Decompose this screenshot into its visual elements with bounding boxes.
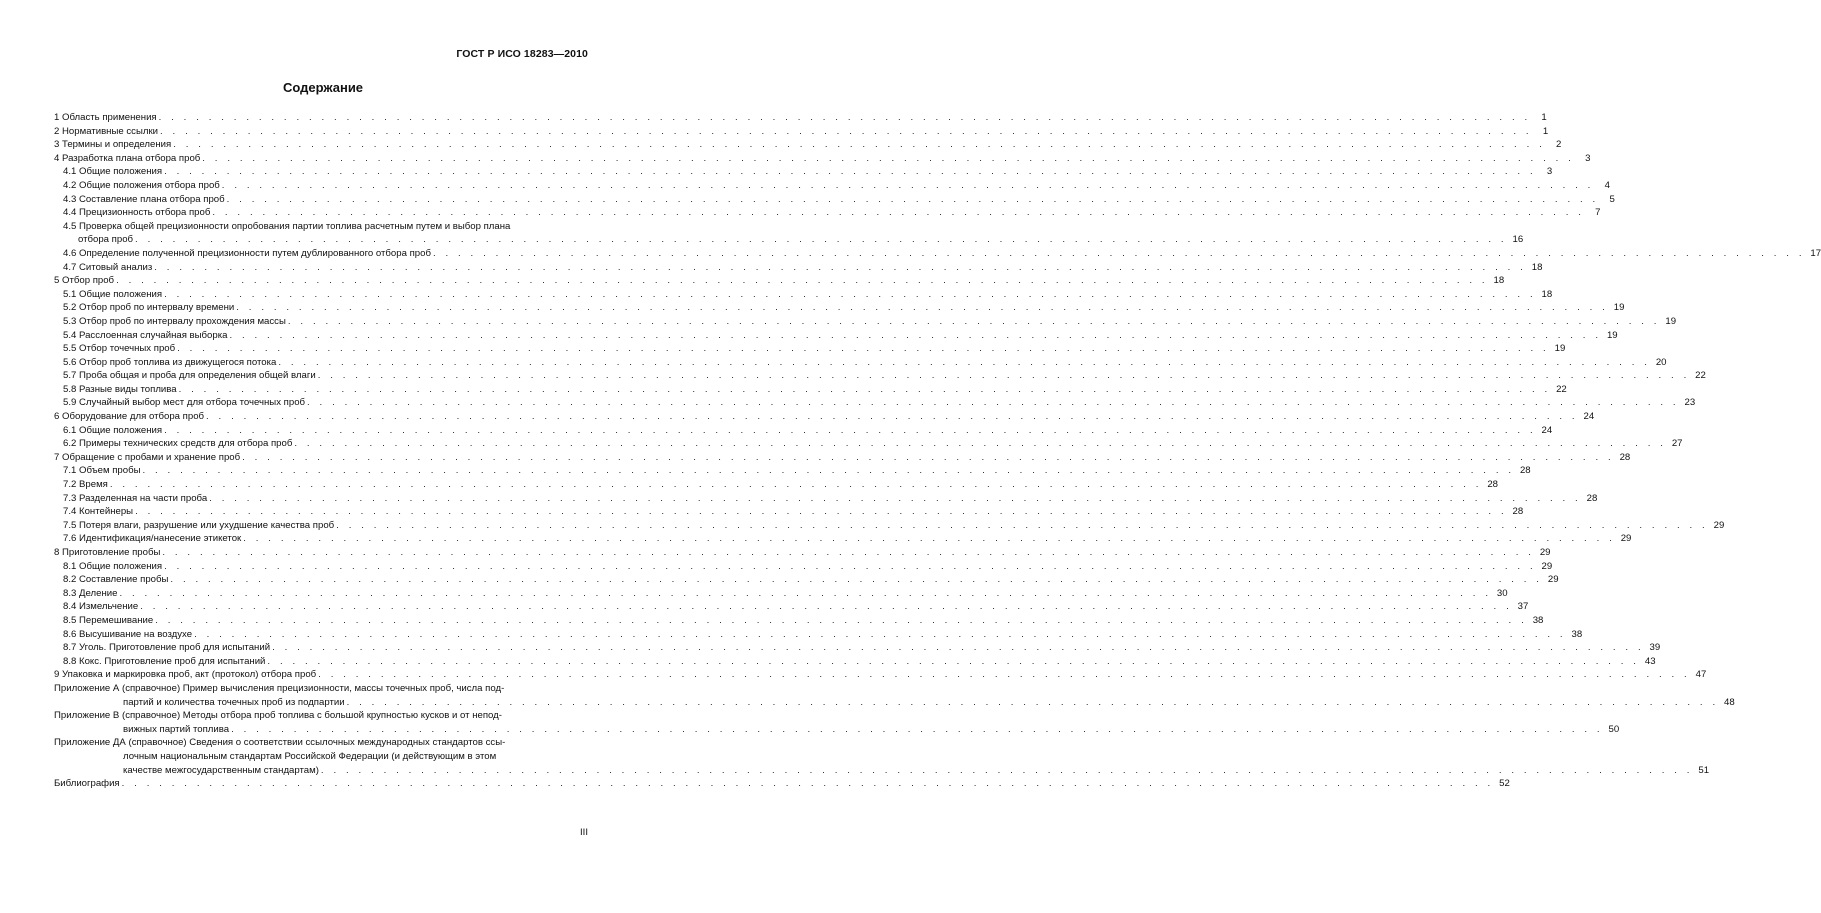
toc-entry[interactable] — [54, 614, 1544, 628]
toc-leader-dots: . . . . . . . . . . . . . . . . . . . . . . . . . . . . . . . . . . . . . . . . . . . . . . . . . . . . . . . . . . . . . . . . . . . . . . . . . . . . . . . . . . . . . . . . . . . . . . . . . . . . . . . . . . . . . . — [272, 642, 1645, 654]
toc-entry-page: 37 — [1517, 601, 1529, 613]
toc-entry[interactable] — [54, 750, 588, 764]
toc-entry-label: 8.6 Высушивание на воздухе — [63, 628, 193, 640]
toc-entry-page: 50 — [1608, 723, 1620, 735]
toc-entry-page: 28 — [1586, 492, 1598, 504]
toc-leader-dots: . . . . . . . . . . . . . . . . . . . . . . . . . . . . . . . . . . . . . . . . . . . . . . . . . . . . . . . . . . . . . . . . . . . . . . . . . . . . . . . . . . . . . . . . . . . . . . . . . . . . . . . . . . . . . . — [164, 560, 1537, 572]
toc-entry-page: 28 — [1512, 506, 1524, 518]
toc-entry-page: 39 — [1649, 642, 1661, 654]
toc-leader-dots: . . . . . . . . . . . . . . . . . . . . . . . . . . . . . . . . . . . . . . . . . . . . . . . . . . . . . . . . . . . . . . . . . . . . . . . . . . . . . . . . . . . . . . . . . . . . . . . . . . . . . . . . . . . . . . — [278, 356, 1651, 368]
toc-entry[interactable] — [54, 764, 1710, 778]
toc-entry-label: 5.2 Отбор проб по интервалу времени — [63, 302, 235, 314]
toc-entry-label: 5.4 Расслоенная случайная выборка — [63, 329, 228, 341]
toc-entry[interactable] — [54, 519, 1725, 533]
page-title: Содержание — [282, 80, 364, 95]
toc-leader-dots: . . . . . . . . . . . . . . . . . . . . . . . . . . . . . . . . . . . . . . . . . . . . . . . . . . . . . . . . . . . . . . . . . . . . . . . . . . . . . . . . . . . . . . . . . . . . . . . . . . . . . . . . . . . . . . — [154, 261, 1527, 273]
toc-leader-dots: . . . . . . . . . . . . . . . . . . . . . . . . . . . . . . . . . . . . . . . . . . . . . . . . . . . . . . . . . . . . . . . . . . . . . . . . . . . . . . . . . . . . . . . . . . . . . . . . . . . . . . . . . . . . . . — [170, 574, 1543, 586]
toc-entry-label: 5.8 Разные виды топлива — [63, 383, 177, 395]
toc-leader-dots: . . . . . . . . . . . . . . . . . . . . . . . . . . . . . . . . . . . . . . . . . . . . . . . . . . . . . . . . . . . . . . . . . . . . . . . . . . . . . . . . . . . . . . . . . . . . . . . . . . . . . . . . . . . . . . — [142, 465, 1515, 477]
toc-entry[interactable] — [54, 233, 1524, 247]
toc-entry[interactable] — [54, 587, 1508, 601]
toc-entry-page: 28 — [1619, 451, 1631, 463]
toc-entry[interactable] — [54, 396, 1696, 410]
toc-leader-dots: . . . . . . . . . . . . . . . . . . . . . . . . . . . . . . . . . . . . . . . . . . . . . . . . . . . . . . . . . . . . . . . . . . . . . . . . . . . . . . . . . . . . . . . . . . . . . . . . . . . . . . . . . . . . . . — [155, 614, 1528, 626]
toc-leader-dots: . . . . . . . . . . . . . . . . . . . . . . . . . . . . . . . . . . . . . . . . . . . . . . . . . . . . . . . . . . . . . . . . . . . . . . . . . . . . . . . . . . . . . . . . . . . . . . . . . . . . . . . . . . . . . . — [212, 207, 1585, 219]
toc-entry-label: 4.2 Общие положения отбора проб — [63, 179, 220, 191]
toc-entry[interactable] — [54, 709, 588, 723]
toc-entry-label: 8.1 Общие положения — [63, 560, 163, 572]
toc-entry-label: 7.6 Идентификация/нанесение этикеток — [63, 533, 242, 545]
toc-leader-dots: . . . . . . . . . . . . . . . . . . . . . . . . . . . . . . . . . . . . . . . . . . . . . . . . . . . . . . . . . . . . . . . . . . . . . . . . . . . . . . . . . . . . . . . . . . . . . . . . . . . . . . . . . . . . . . — [135, 506, 1508, 518]
toc-entry[interactable] — [54, 206, 1601, 220]
toc-entry-page: 24 — [1583, 411, 1595, 423]
toc-entry-label: 6.1 Общие положения — [63, 424, 163, 436]
toc-leader-dots: . . . . . . . . . . . . . . . . . . . . . . . . . . . . . . . . . . . . . . . . . . . . . . . . . . . . . . . . . . . . . . . . . . . . . . . . . . . . . . . . . . . . . . . . . . . . . . . . . . . . . . . . . . . . . . — [229, 329, 1602, 341]
toc-entry-label: 4.3 Составление плана отбора проб — [63, 193, 225, 205]
toc-entry-label: 4.4 Прецизионность отбора проб — [63, 207, 211, 219]
toc-entry-label: 8.4 Измельчение — [63, 601, 139, 613]
toc-leader-dots: . . . . . . . . . . . . . . . . . . . . . . . . . . . . . . . . . . . . . . . . . . . . . . . . . . . . . . . . . . . . . . . . . . . . . . . . . . . . . . . . . . . . . . . . . . . . . . . . . . . . . . . . . . . . . . — [119, 587, 1492, 599]
toc-entry-label: 7 Обращение с пробами и хранение проб — [54, 451, 241, 463]
toc-entry-label: Библиография — [54, 778, 120, 790]
toc-entry-page: 4 — [1604, 179, 1610, 191]
toc-entry-page: 28 — [1487, 479, 1499, 491]
toc-entry-page: 19 — [1665, 315, 1677, 327]
toc-entry-page: 19 — [1606, 329, 1618, 341]
toc-entry-label: Приложение ДА (справочное) Сведения о соответствии ссылочных международных стандартов ссы- — [54, 737, 506, 749]
toc-entry-page: 19 — [1613, 302, 1625, 314]
toc-entry-label: 1 Область применения — [54, 112, 157, 123]
toc-entry[interactable] — [54, 288, 1553, 302]
toc-leader-dots: . . . . . . . . . . . . . . . . . . . . . . . . . . . . . . . . . . . . . . . . . . . . . . . . . . . . . . . . . . . . . . . . . . . . . . . . . . . . . . . . . . . . . . . . . . . . . . . . . . . . . . . . . . . . . . — [267, 655, 1640, 667]
toc-entry-label: 5.5 Отбор точечных проб — [63, 343, 176, 355]
toc-entry[interactable] — [54, 437, 1683, 451]
toc-entry-label: качестве межгосударственным стандартам) — [123, 764, 319, 776]
toc-entry[interactable] — [54, 383, 1567, 397]
toc-entry[interactable] — [54, 410, 1595, 424]
toc-entry[interactable] — [54, 152, 1591, 166]
toc-entry-label: 5.7 Проба общая и проба для определения общей влаги — [63, 370, 316, 382]
toc-entry-page: 1 — [1542, 125, 1549, 137]
toc-entry[interactable] — [54, 179, 1610, 193]
toc-entry-label: лочным национальным стандартам Российской Федерации (и действующим в этом — [123, 750, 497, 762]
toc-leader-dots: . . . . . . . . . . . . . . . . . . . . . . . . . . . . . . . . . . . . . . . . . . . . . . . . . . . . . . . . . . . . . . . . . . . . . . . . . . . . . . . . . . . . . . . . . . . . . . . . . . . . . . . . . . . . . . — [317, 370, 1690, 382]
toc-entry-page: 18 — [1541, 288, 1553, 300]
toc-leader-dots: . . . . . . . . . . . . . . . . . . . . . . . . . . . . . . . . . . . . . . . . . . . . . . . . . . . . . . . . . . . . . . . . . . . . . . . . . . . . . . . . . . . . . . . . . . . . . . . . . . . . . . . . . . . . . . — [116, 275, 1489, 287]
toc-entry-label: 8 Приготовление пробы — [54, 547, 161, 558]
toc-entry-page: 1 — [1541, 112, 1547, 123]
toc-entry-label: 2 Нормативные ссылки — [54, 125, 159, 137]
toc-entry-page: 52 — [1499, 778, 1510, 790]
page-number: III — [580, 827, 588, 838]
toc-leader-dots: . . . . . . . . . . . . . . . . . . . . . . . . . . . . . . . . . . . . . . . . . . . . . . . . . . . . . . . . . . . . . . . . . . . . . . . . . . . . . . . . . . . . . . . . . . . . . . . . . . . . . . . . . . . . . . — [287, 315, 1661, 327]
toc-entry-label: вижных партий топлива — [123, 723, 230, 735]
toc-entry[interactable] — [54, 668, 1707, 682]
toc-leader-dots: . . . . . . . . . . . . . . . . . . . . . . . . . . . . . . . . . . . . . . . . . . . . . . . . . . . . . . . . . . . . . . . . . . . . . . . . . . . . . . . . . . . . . . . . . . . . . . . . . . . . . . . . . . . . . . — [177, 343, 1550, 355]
table-of-contents — [54, 111, 1821, 791]
toc-entry-label: 8.2 Составление пробы — [63, 574, 169, 586]
toc-entry-label: 8.5 Перемешивание — [63, 614, 154, 626]
toc-entry[interactable] — [54, 682, 588, 696]
toc-entry[interactable] — [54, 274, 1505, 288]
toc-leader-dots: . . . . . . . . . . . . . . . . . . . . . . . . . . . . . . . . . . . . . . . . . . . . . . . . . . . . . . . . . . . . . . . . . . . . . . . . . . . . . . . . . . . . . . . . . . . . . . . . . . . . . . . . . . . . . . — [242, 451, 1615, 463]
toc-entry-label: 5.6 Отбор проб топлива из движущегося потока — [63, 356, 277, 368]
document-standard-header: ГОСТ Р ИСО 18283—2010 — [456, 48, 588, 60]
toc-entry-page: 29 — [1620, 533, 1632, 545]
toc-entry-label: 7.1 Объем пробы — [63, 465, 141, 477]
toc-entry[interactable] — [54, 329, 1618, 343]
toc-leader-dots: . . . . . . . . . . . . . . . . . . . . . . . . . . . . . . . . . . . . . . . . . . . . . . . . . . . . . . . . . . . . . . . . . . . . . . . . . . . . . . . . . . . . . . . . . . . . . . . . . . . . . . . . . . . . . . — [226, 193, 1599, 205]
toc-leader-dots: . . . . . . . . . . . . . . . . . . . . . . . . . . . . . . . . . . . . . . . . . . . . . . . . . . . . . . . . . . . . . . . . . . . . . . . . . . . . . . . . . . . . . . . . . . . . . . . . . . . . . . . . . . . . . . — [346, 696, 1719, 708]
toc-entry[interactable] — [54, 560, 1553, 574]
toc-entry-label: 8.8 Кокс. Приготовление проб для испытаний — [63, 655, 266, 667]
toc-leader-dots: . . . . . . . . . . . . . . . . . . . . . . . . . . . . . . . . . . . . . . . . . . . . . . . . . . . . . . . . . . . . . . . . . . . . . . . . . . . . . . . . . . . . . . . . . . . . . . . . . . . . . . . . . . . . . . — [318, 669, 1691, 681]
toc-entry-page: 7 — [1595, 207, 1601, 219]
toc-entry-page: 22 — [1556, 383, 1567, 395]
toc-leader-dots: . . . . . . . . . . . . . . . . . . . . . . . . . . . . . . . . . . . . . . . . . . . . . . . . . . . . . . . . . . . . . . . . . . . . . . . . . . . . . . . . . . . . . . . . . . . . . . . . . . . . . . . . . . . . . . — [294, 438, 1667, 450]
toc-entry-page: 47 — [1695, 669, 1707, 681]
toc-entry[interactable] — [54, 546, 1551, 560]
toc-entry-label: 4.7 Ситовый анализ — [63, 261, 153, 273]
toc-leader-dots: . . . . . . . . . . . . . . . . . . . . . . . . . . . . . . . . . . . . . . . . . . . . . . . . . . . . . . . . . . . . . . . . . . . . . . . . . . . . . . . . . . . . . . . . . . . . . . . . . . . . . . . . . . . . . . — [243, 533, 1616, 545]
toc-entry-label: 3 Термины и определения — [54, 139, 172, 151]
toc-leader-dots: . . . . . . . . . . . . . . . . . . . . . . . . . . . . . . . . . . . . . . . . . . . . . . . . . . . . . . . . . . . . . . . . . . . . . . . . . . . . . . . . . . . . . . . . . . . . . . . . . . . . . . . . . . . . . . — [221, 179, 1594, 191]
toc-entry-page: 23 — [1684, 397, 1696, 409]
toc-entry-label: 5 Отбор проб — [54, 275, 115, 287]
toc-leader-dots: . . . . . . . . . . . . . . . . . . . . . . . . . . . . . . . . . . . . . . . . . . . . . . . . . . . . . . . . . . . . . . . . . . . . . . . . . . . . . . . . . . . . . . . . . . . . . . . . . . . . . . . . . . . . . . — [231, 723, 1604, 735]
toc-entry-label: 8.7 Уголь. Приготовление проб для испытаний — [63, 642, 271, 654]
toc-leader-dots: . . . . . . . . . . . . . . . . . . . . . . . . . . . . . . . . . . . . . . . . . . . . . . . . . . . . . . . . . . . . . . . . . . . . . . . . . . . . . . . . . . . . . . . . . . . . . . . . . . . . . . . . . . . . . . — [432, 247, 1806, 259]
toc-entry[interactable] — [54, 261, 1543, 275]
toc-leader-dots: . . . . . . . . . . . . . . . . . . . . . . . . . . . . . . . . . . . . . . . . . . . . . . . . . . . . . . . . . . . . . . . . . . . . . . . . . . . . . . . . . . . . . . . . . . . . . . . . . . . . . . . . . . . . . . — [336, 519, 1709, 531]
toc-entry[interactable] — [54, 125, 1549, 139]
toc-leader-dots: . . . . . . . . . . . . . . . . . . . . . . . . . . . . . . . . . . . . . . . . . . . . . . . . . . . . . . . . . . . . . . . . . . . . . . . . . . . . . . . . . . . . . . . . . . . . . . . . . . . . . . . . . . . . . . — [202, 152, 1575, 164]
toc-entry[interactable] — [54, 723, 1620, 737]
toc-entry-page: 17 — [1810, 247, 1821, 259]
toc-entry-page: 29 — [1539, 547, 1551, 558]
toc-entry-label: отбора проб — [78, 234, 134, 246]
toc-entry-page: 38 — [1532, 614, 1544, 626]
toc-entry-page: 27 — [1671, 438, 1683, 450]
toc-leader-dots: . . . . . . . . . . . . . . . . . . . . . . . . . . . . . . . . . . . . . . . . . . . . . . . . . . . . . . . . . . . . . . . . . . . . . . . . . . . . . . . . . . . . . . . . . . . . . . . . . . . . . . . . . . . . . . — [135, 234, 1508, 246]
toc-entry-page: 28 — [1519, 465, 1531, 477]
toc-entry-label: Приложение А (справочное) Пример вычисления прецизионности, массы точечных проб, числа под- — [54, 682, 505, 694]
toc-entry-page: 38 — [1571, 628, 1583, 640]
toc-entry-page: 30 — [1496, 587, 1508, 599]
toc-entry-label: 8.3 Деление — [63, 587, 118, 599]
toc-entry[interactable] — [54, 356, 1667, 370]
toc-entry-page: 51 — [1698, 764, 1710, 776]
toc-entry-label: 7.5 Потеря влаги, разрушение или ухудшение качества проб — [63, 519, 335, 531]
toc-entry[interactable] — [54, 641, 1661, 655]
toc-entry-page: 29 — [1713, 519, 1725, 531]
toc-entry[interactable] — [54, 247, 1821, 261]
toc-entry-label: 5.9 Случайный выбор мест для отбора точечных проб — [63, 397, 306, 409]
toc-entry-page: 29 — [1541, 560, 1553, 572]
toc-leader-dots: . . . . . . . . . . . . . . . . . . . . . . . . . . . . . . . . . . . . . . . . . . . . . . . . . . . . . . . . . . . . . . . . . . . . . . . . . . . . . . . . . . . . . . . . . . . . . . . . . . . . . . . . . . . . . . — [178, 383, 1551, 395]
toc-entry[interactable] — [54, 492, 1598, 506]
toc-leader-dots: . . . . . . . . . . . . . . . . . . . . . . . . . . . . . . . . . . . . . . . . . . . . . . . . . . . . . . . . . . . . . . . . . . . . . . . . . . . . . . . . . . . . . . . . . . . . . . . . . . . . . . . . . . . . . . — [109, 479, 1483, 491]
toc-entry[interactable] — [54, 220, 588, 234]
toc-entry-label: 6.2 Примеры технических средств для отбора проб — [63, 438, 293, 450]
toc-entry-label: Приложение В (справочное) Методы отбора проб топлива с большой крупностью кусков и от непод- — [54, 710, 502, 722]
toc-entry[interactable] — [54, 165, 1553, 179]
toc-leader-dots: . . . . . . . . . . . . . . . . . . . . . . . . . . . . . . . . . . . . . . . . . . . . . . . . . . . . . . . . . . . . . . . . . . . . . . . . . . . . . . . . . . . . . . . . . . . . . . . . . . . . . . . . . . . . . . — [160, 125, 1533, 137]
toc-entry-label: 5.3 Отбор проб по интервалу прохождения массы — [63, 315, 286, 327]
toc-entry[interactable] — [54, 369, 1706, 383]
toc-entry-label: 6 Оборудование для отбора проб — [54, 411, 205, 423]
toc-leader-dots: . . . . . . . . . . . . . . . . . . . . . . . . . . . . . . . . . . . . . . . . . . . . . . . . . . . . . . . . . . . . . . . . . . . . . . . . . . . . . . . . . . . . . . . . . . . . . . . . . . . . . . . . . . . . . . — [164, 288, 1537, 300]
toc-leader-dots: . . . . . . . . . . . . . . . . . . . . . . . . . . . . . . . . . . . . . . . . . . . . . . . . . . . . . . . . . . . . . . . . . . . . . . . . . . . . . . . . . . . . . . . . . . . . . . . . . . . . . . . . . . . . . . — [320, 764, 1694, 776]
toc-entry-label: 5.1 Общие положения — [63, 288, 163, 300]
toc-entry-page: 5 — [1609, 193, 1615, 205]
toc-entry-page: 43 — [1644, 655, 1656, 667]
toc-entry-page: 3 — [1585, 152, 1591, 164]
toc-leader-dots: . . . . . . . . . . . . . . . . . . . . . . . . . . . . . . . . . . . . . . . . . . . . . . . . . . . . . . . . . . . . . . . . . . . . . . . . . . . . . . . . . . . . . . . . . . . . . . . . . . . . . . . . . . . . . . — [206, 411, 1579, 423]
toc-leader-dots: . . . . . . . . . . . . . . . . . . . . . . . . . . . . . . . . . . . . . . . . . . . . . . . . . . . . . . . . . . . . . . . . . . . . . . . . . . . . . . . . . . . . . . . . . . . . . . . . . . . . . . . . . . . . . . — [164, 166, 1537, 178]
toc-entry[interactable] — [54, 628, 1583, 642]
toc-leader-dots: . . . . . . . . . . . . . . . . . . . . . . . . . . . . . . . . . . . . . . . . . . . . . . . . . . . . . . . . . . . . . . . . . . . . . . . . . . . . . . . . . . . . . . . . . . . . . . . . . . . . . . . . . . . . . . — [236, 302, 1609, 314]
toc-entry-page: 20 — [1655, 356, 1667, 368]
toc-entry[interactable] — [54, 301, 1625, 315]
toc-entry[interactable] — [54, 655, 1656, 669]
toc-entry-label: партий и количества точечных проб из подпартии — [123, 696, 345, 708]
toc-entry[interactable] — [54, 600, 1529, 614]
toc-entry-page: 3 — [1546, 166, 1553, 178]
toc-entry-label: 7.4 Контейнеры — [63, 506, 134, 518]
toc-entry-page: 19 — [1554, 343, 1566, 355]
toc-entry[interactable] — [54, 573, 1559, 587]
toc-entry-page: 29 — [1547, 574, 1559, 586]
toc-entry[interactable] — [54, 736, 588, 750]
toc-entry-page: 24 — [1541, 424, 1553, 436]
toc-entry[interactable] — [54, 451, 1631, 465]
toc-entry-page: 22 — [1695, 370, 1706, 382]
toc-entry-page: 2 — [1556, 139, 1562, 151]
toc-entry-label: 7.2 Время — [63, 479, 108, 491]
toc-entry-label: 4 Разработка плана отбора проб — [54, 152, 201, 164]
toc-entry-label: 7.3 Разделенная на части проба — [63, 492, 208, 504]
toc-entry[interactable] — [54, 193, 1615, 207]
toc-entry[interactable] — [54, 478, 1499, 492]
toc-entry-page: 18 — [1531, 261, 1543, 273]
toc-leader-dots: . . . . . . . . . . . . . . . . . . . . . . . . . . . . . . . . . . . . . . . . . . . . . . . . . . . . . . . . . . . . . . . . . . . . . . . . . . . . . . . . . . . . . . . . . . . . . . . . . . . . . . . . . . . . . . — [173, 139, 1546, 151]
toc-entry[interactable] — [54, 696, 1735, 710]
toc-entry[interactable] — [54, 315, 1677, 329]
toc-entry[interactable] — [54, 424, 1553, 438]
toc-entry-label: 4.6 Определение полученной прецизионности путем дублированного отбора проб — [63, 247, 431, 259]
toc-entry-label: 4.1 Общие положения — [63, 166, 163, 178]
toc-entry-page: 48 — [1724, 696, 1735, 708]
toc-entry[interactable] — [54, 505, 1524, 519]
toc-entry[interactable] — [54, 464, 1531, 478]
toc-leader-dots: . . . . . . . . . . . . . . . . . . . . . . . . . . . . . . . . . . . . . . . . . . . . . . . . . . . . . . . . . . . . . . . . . . . . . . . . . . . . . . . . . . . . . . . . . . . . . . . . . . . . . . . . . . . . . . — [194, 628, 1567, 640]
toc-entry-label: 9 Упаковка и маркировка проб, акт (протокол) отбора проб — [54, 669, 317, 681]
toc-entry[interactable] — [54, 342, 1566, 356]
toc-entry-label: 4.5 Проверка общей прецизионности опробования партии топлива расчетным путем и выбор плана — [63, 220, 511, 232]
toc-entry[interactable] — [54, 532, 1632, 546]
toc-leader-dots: . . . . . . . . . . . . . . . . . . . . . . . . . . . . . . . . . . . . . . . . . . . . . . . . . . . . . . . . . . . . . . . . . . . . . . . . . . . . . . . . . . . . . . . . . . . . . . . . . . . . . . . . . . . . . . — [164, 424, 1537, 436]
toc-entry-page: 18 — [1493, 275, 1505, 287]
toc-entry[interactable] — [54, 111, 1547, 125]
toc-entry[interactable] — [54, 777, 1510, 791]
toc-leader-dots: . . . . . . . . . . . . . . . . . . . . . . . . . . . . . . . . . . . . . . . . . . . . . . . . . . . . . . . . . . . . . . . . . . . . . . . . . . . . . . . . . . . . . . . . . . . . . . . . . . . . . . . . . . . . . . — [307, 397, 1680, 409]
toc-leader-dots: . . . . . . . . . . . . . . . . . . . . . . . . . . . . . . . . . . . . . . . . . . . . . . . . . . . . . . . . . . . . . . . . . . . . . . . . . . . . . . . . . . . . . . . . . . . . . . . . . . . . . . . . . . . . . . — [162, 547, 1535, 558]
toc-leader-dots: . . . . . . . . . . . . . . . . . . . . . . . . . . . . . . . . . . . . . . . . . . . . . . . . . . . . . . . . . . . . . . . . . . . . . . . . . . . . . . . . . . . . . . . . . . . . . . . . . . . . . . . . . . . . . . — [158, 112, 1531, 123]
toc-entry-page: 16 — [1512, 234, 1524, 246]
toc-leader-dots: . . . . . . . . . . . . . . . . . . . . . . . . . . . . . . . . . . . . . . . . . . . . . . . . . . . . . . . . . . . . . . . . . . . . . . . . . . . . . . . . . . . . . . . . . . . . . . . . . . . . . . . . . . . . . . — [121, 778, 1494, 790]
toc-leader-dots: . . . . . . . . . . . . . . . . . . . . . . . . . . . . . . . . . . . . . . . . . . . . . . . . . . . . . . . . . . . . . . . . . . . . . . . . . . . . . . . . . . . . . . . . . . . . . . . . . . . . . . . . . . . . . . — [140, 601, 1513, 613]
toc-entry[interactable] — [54, 138, 1562, 152]
toc-leader-dots: . . . . . . . . . . . . . . . . . . . . . . . . . . . . . . . . . . . . . . . . . . . . . . . . . . . . . . . . . . . . . . . . . . . . . . . . . . . . . . . . . . . . . . . . . . . . . . . . . . . . . . . . . . . . . . — [209, 492, 1582, 504]
